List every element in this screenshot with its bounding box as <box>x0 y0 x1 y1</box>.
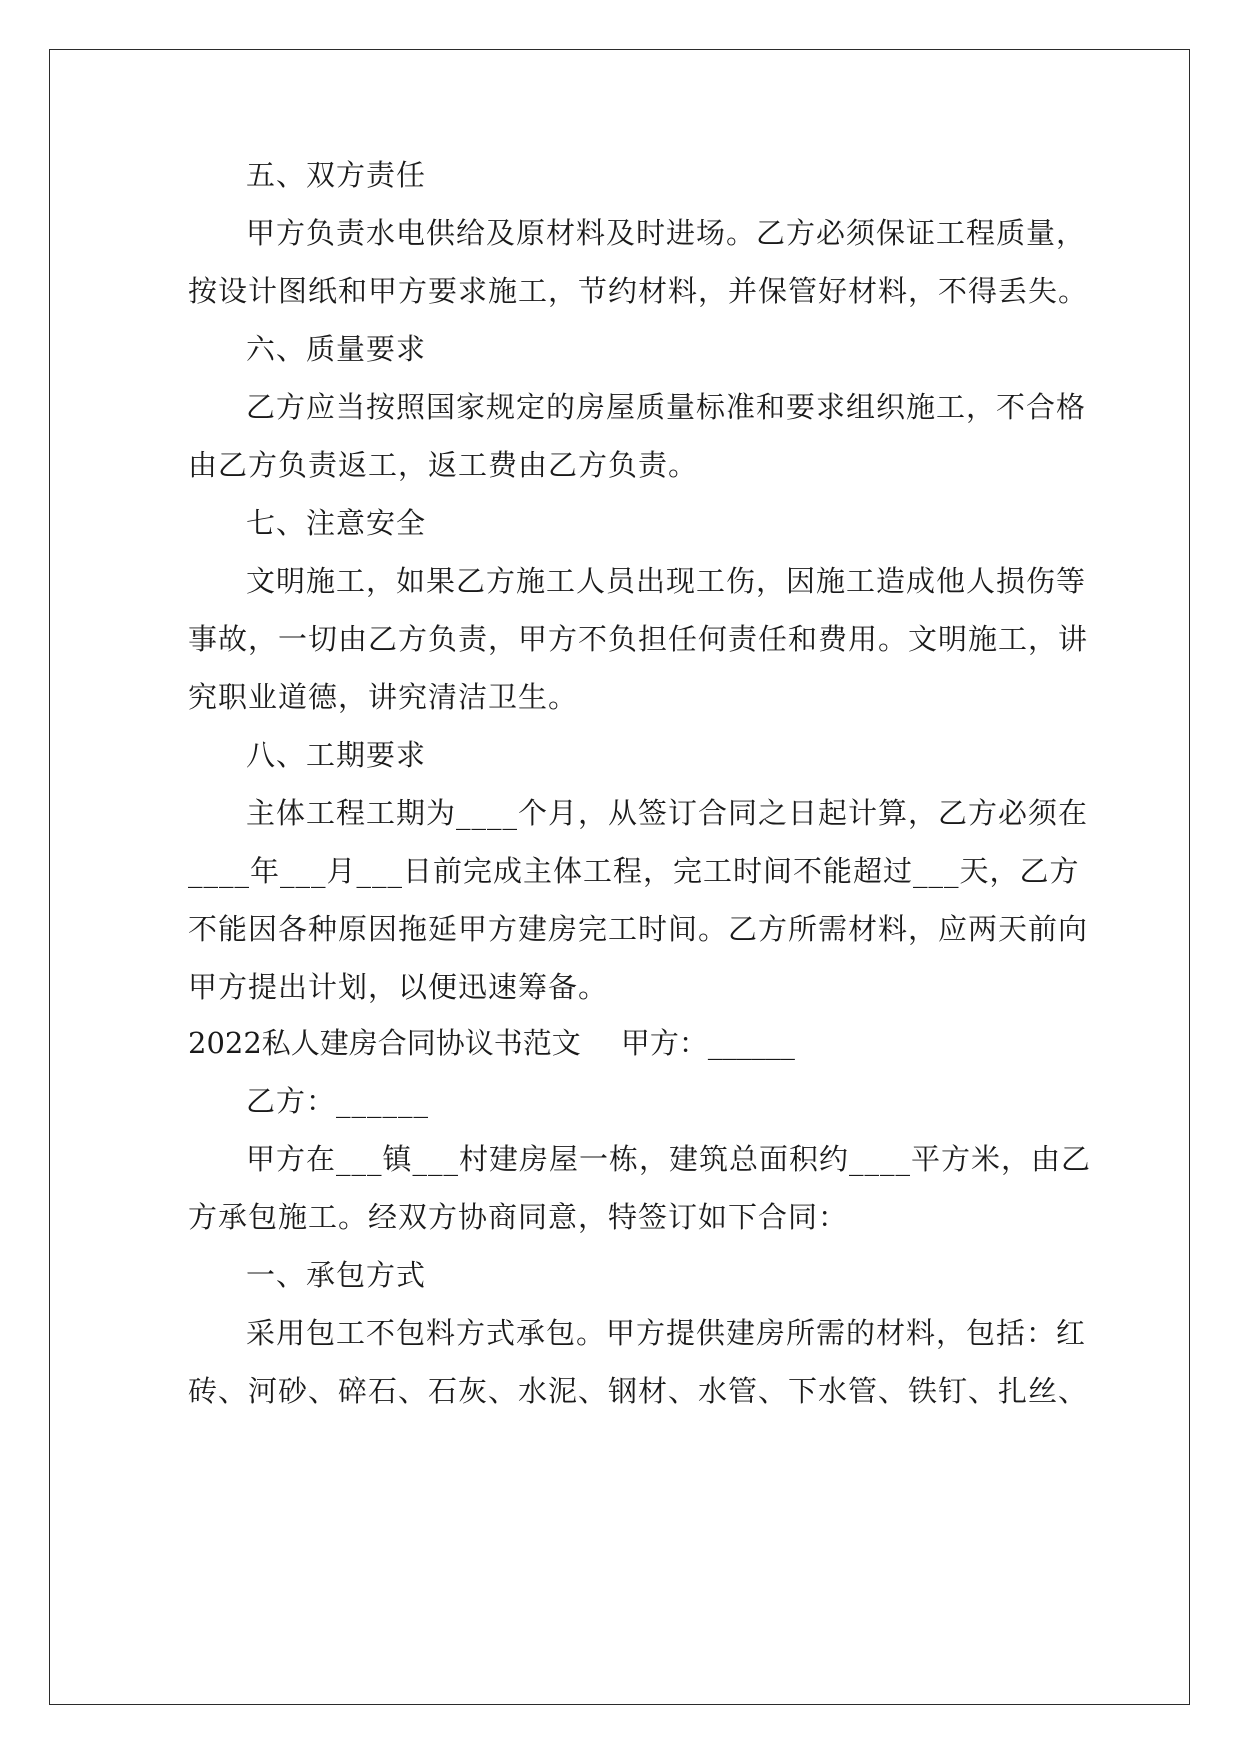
paragraph-line: 甲方提出计划，以便迅速筹备。 <box>188 970 609 1004</box>
section-heading-responsibilities: 五、双方责任 <box>246 158 427 192</box>
paragraph-line: 乙方应当按照国家规定的房屋质量标准和要求组织施工，不合格 <box>246 390 1087 424</box>
section-heading-schedule: 八、工期要求 <box>246 738 427 772</box>
paragraph-line: 究职业道德，讲究清洁卫生。 <box>188 680 579 714</box>
section-heading-quality: 六、质量要求 <box>246 332 427 366</box>
paragraph-line: 采用包工不包料方式承包。甲方提供建房所需的材料，包括：红 <box>246 1316 1087 1350</box>
party-b-label: 乙方：______ <box>246 1084 430 1118</box>
paragraph-line: 事故，一切由乙方负责，甲方不负担任何责任和费用。文明施工，讲 <box>188 622 1089 656</box>
document-title-row <box>188 1023 795 1063</box>
paragraph-line: 方承包施工。经双方协商同意，特签订如下合同： <box>188 1200 849 1234</box>
party-a-label: 甲方：______ <box>620 1026 795 1060</box>
section-heading-contract-method: 一、承包方式 <box>246 1258 427 1292</box>
paragraph-line: 按设计图纸和甲方要求施工，节约材料，并保管好材料，不得丢失。 <box>188 274 1089 308</box>
document-title: 2022私人建房合同协议书范文 <box>188 1026 581 1060</box>
paragraph-line: ____年___月___日前完成主体工程，完工时间不能超过___天，乙方 <box>188 854 1080 888</box>
paragraph-line: 甲方负责水电供给及原材料及时进场。乙方必须保证工程质量， <box>246 216 1087 250</box>
paragraph-line: 不能因各种原因拖延甲方建房完工时间。乙方所需材料，应两天前向 <box>188 912 1089 946</box>
paragraph-line: 甲方在___镇___村建房屋一栋，建筑总面积约____平方米，由乙 <box>246 1142 1092 1176</box>
paragraph-line: 由乙方负责返工，返工费由乙方负责。 <box>188 448 699 482</box>
section-heading-safety: 七、注意安全 <box>246 506 427 540</box>
paragraph-line: 主体工程工期为____个月，从签订合同之日起计算，乙方必须在 <box>246 796 1089 830</box>
paragraph-line: 砖、河砂、碎石、石灰、水泥、钢材、水管、下水管、铁钉、扎丝、 <box>188 1374 1089 1408</box>
paragraph-line: 文明施工，如果乙方施工人员出现工伤，因施工造成他人损伤等 <box>246 564 1087 598</box>
